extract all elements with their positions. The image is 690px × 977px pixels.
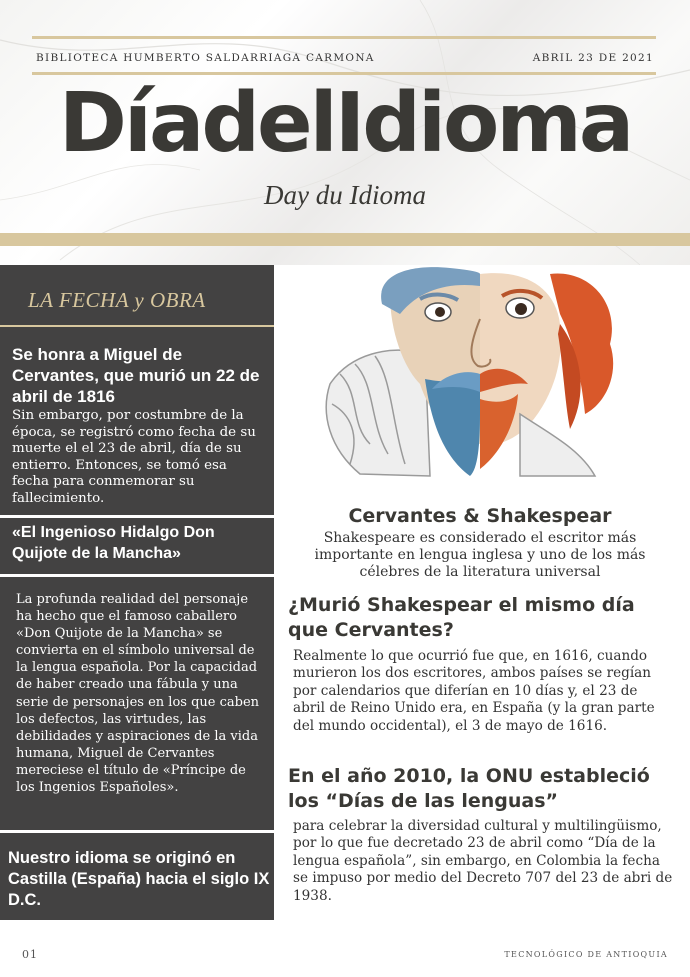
cervantes-heading: Se honra a Miguel de Cervantes, que murió un 22 de abril de 1816: [12, 345, 260, 406]
shakespeare-question-text: Realmente lo que ocurrió fue que, en 1616, cuando murieron los dos escritores, ambos países se regían por calendarios que diferían en 10 días y, el 23 de abril de Reino Unido era, en España (y la gran parte del mundo occidental), el 3 de mayo de 1616.: [293, 648, 655, 734]
sidebar-section-title: LA FECHA y OBRA: [28, 288, 206, 312]
shakespeare-question-heading: ¿Murió Shakespear el mismo día que Cervantes?: [288, 594, 635, 641]
portrait-text: Shakespeare es considerado el escritor más importante en lengua inglesa y uno de los más célebres de la literatura universal: [314, 530, 646, 580]
header-second-rule: [32, 72, 656, 75]
header-top-rule: [32, 36, 656, 39]
issue-date: ABRIL 23 DE 2021: [532, 52, 654, 64]
origin-heading: Nuestro idioma se originó en Castilla (España) hacia el siglo IX D.C.: [8, 849, 270, 909]
institution-name: TECNOLÓGICO DE ANTIOQUIA: [504, 950, 668, 959]
portrait-title: Cervantes & Shakespear: [348, 505, 612, 527]
library-name: BIBLIOTECA HUMBERTO SALDARRIAGA CARMONA: [36, 52, 375, 64]
quijote-heading: «El Ingenioso Hidalgo Don Quijote de la Mancha»: [12, 524, 215, 562]
page-title: DíadelIdioma: [58, 76, 632, 171]
page-subtitle: Day du Idioma: [264, 180, 426, 210]
cervantes-text: Sin embargo, por costumbre de la época, se registró como fecha de su muerte el el 23 de abril, día de su entierro. Entonces, se tomó esa fecha para conmemorar su fallecimiento.: [12, 408, 256, 506]
header-bottom-band: [0, 233, 690, 246]
sidebar-gold-rule: [0, 325, 274, 327]
quijote-text: La profunda realidad del personaje ha hecho que el famoso caballero «Don Quijote de la Mancha» se convierta en el símbolo universal de la lengua española. Por la capacidad de haber creado una fábula y una serie de personajes en los que caben los defectos, las virtudes, las debilidades y aspiraciones de la vida humana, Miguel de Cervantes mereciese el título de «Príncipe de los Ingenios Españoles».: [16, 592, 260, 796]
onu-heading: En el año 2010, la ONU estableció los “Días de las lenguas”: [288, 765, 650, 812]
cervantes-shakespeare-portrait: [320, 264, 640, 482]
page-number: 01: [22, 948, 38, 961]
onu-text: para celebrar la diversidad cultural y multilingüismo, por lo que fue decretado 23 de abril como “Día de la lengua española”, sin embargo, en Colombia la fecha se impuso por medio del Decreto 707 del 23 de abri de 1938.: [293, 818, 673, 904]
